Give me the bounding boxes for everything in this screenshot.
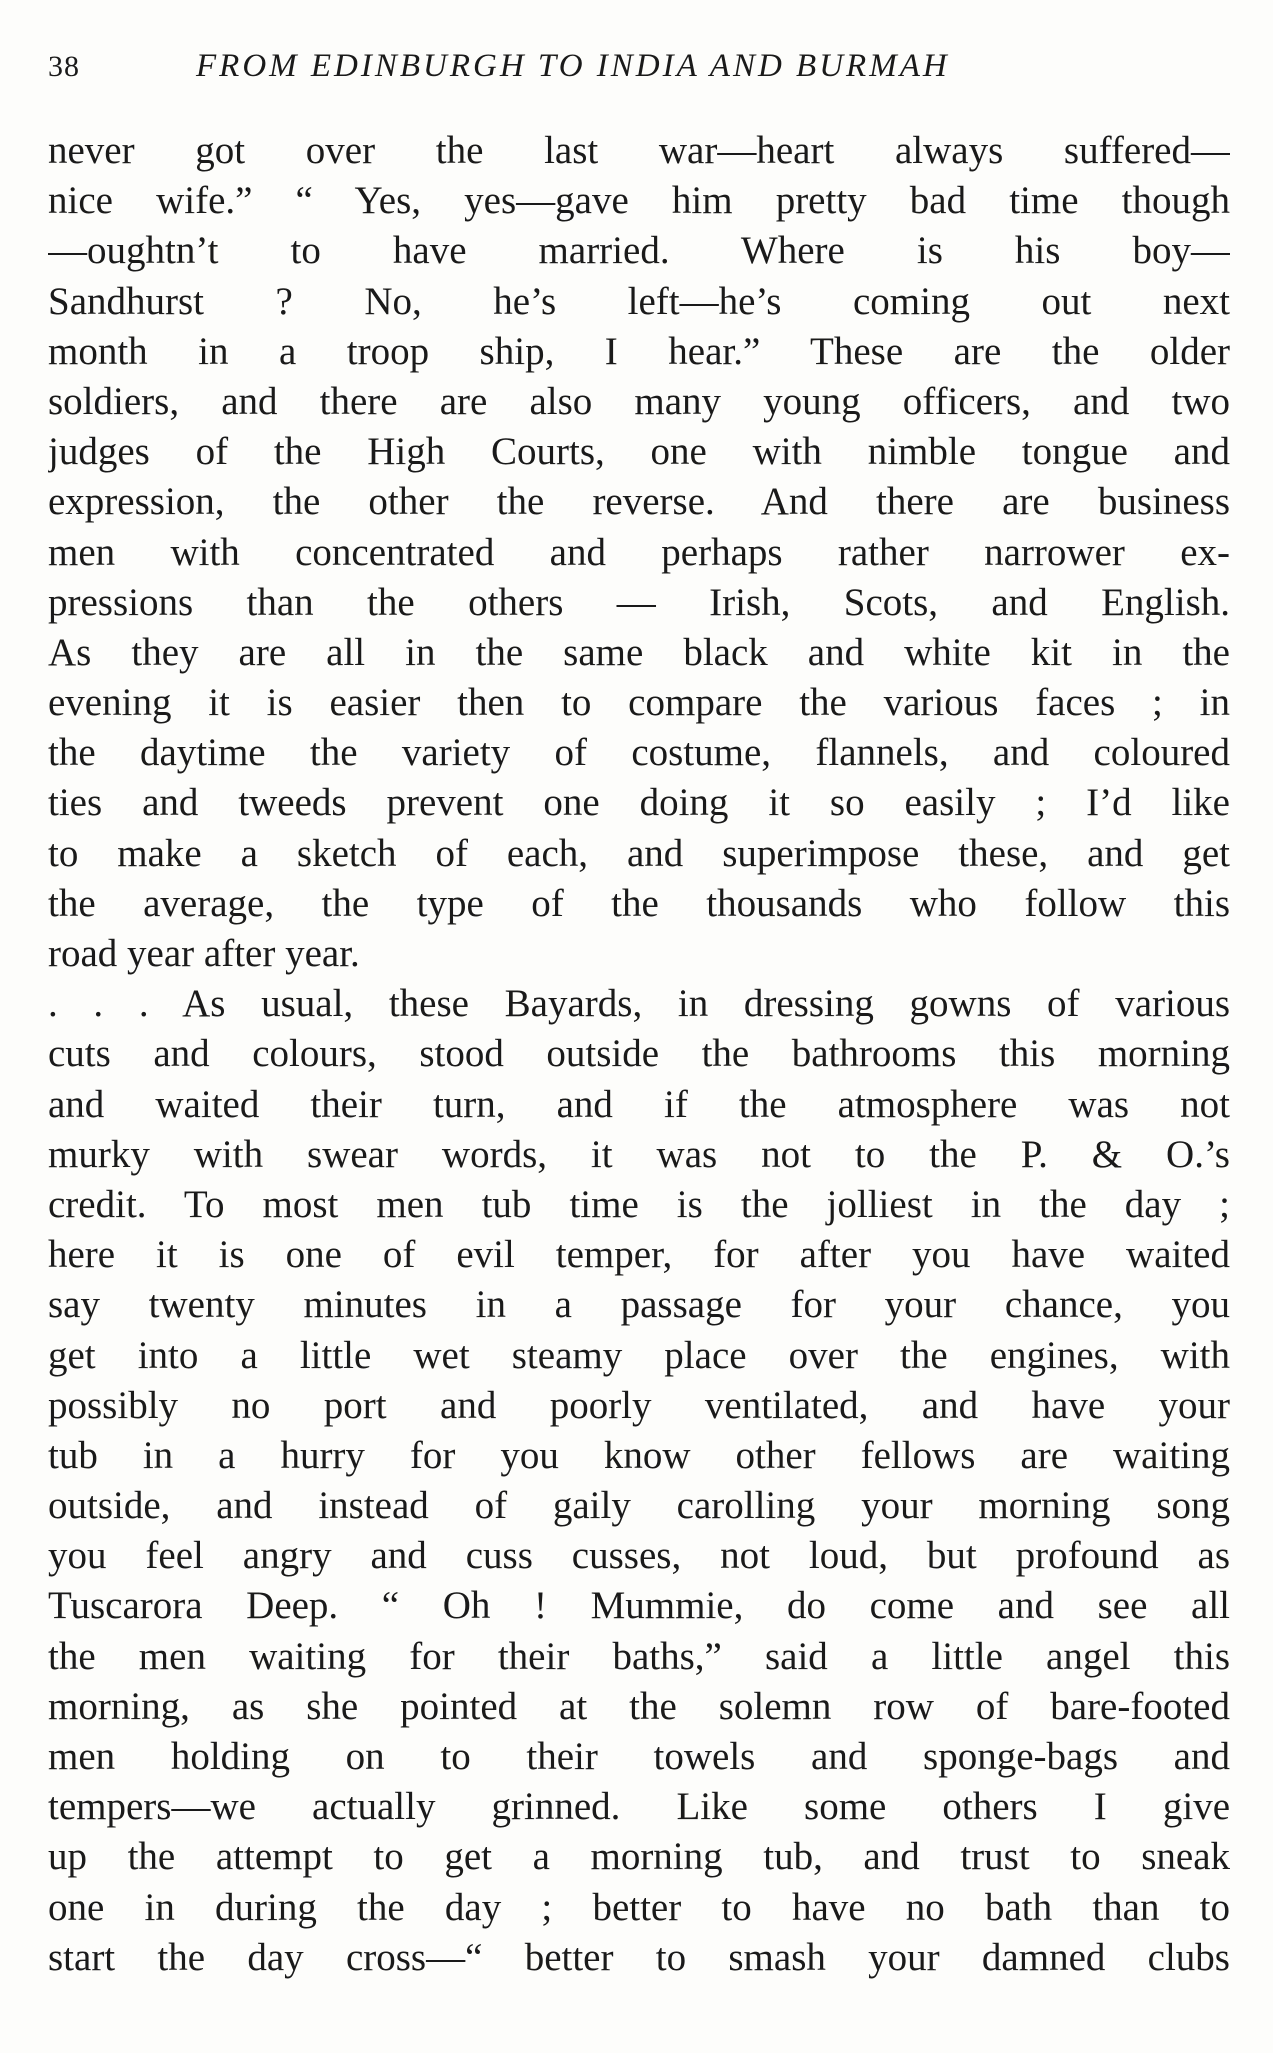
text-line: never got over the last war—heart always suffered— xyxy=(48,129,1230,172)
text-line: pressions than the others — Irish, Scots, and English. xyxy=(48,580,1230,624)
text-line: here it is one of evil temper, for after you have waited xyxy=(48,1233,1230,1277)
text-line: Sandhurst ? No, he’s left—he’s coming out next xyxy=(48,279,1230,323)
text-line: morning, as she pointed at the solemn row of bare-footed xyxy=(48,1684,1230,1728)
text-line: murky with swear words, it was not to the P. & O.’s xyxy=(48,1132,1230,1176)
text-line: —oughtn’t to have married. Where is his boy— xyxy=(48,229,1230,273)
text-line: the average, the type of the thousands who follow this xyxy=(48,881,1230,925)
text-line: evening it is easier then to compare the various faces ; in xyxy=(48,681,1230,725)
text-line: say twenty minutes in a passage for your chance, you xyxy=(48,1283,1230,1327)
running-title: FROM EDINBURGH TO INDIA AND BURMAH xyxy=(196,48,950,84)
text-line: you feel angry and cuss cusses, not loud, but profound as xyxy=(48,1534,1230,1578)
text-line: tempers—we actually grinned. Like some others I give xyxy=(48,1785,1230,1829)
text-line: nice wife.” “ Yes, yes—gave him pretty bad time though xyxy=(48,179,1230,223)
text-line: expression, the other the reverse. And there are business xyxy=(48,480,1230,524)
text-line: credit. To most men tub time is the jolliest in the day ; xyxy=(48,1182,1230,1226)
text-line: month in a troop ship, I hear.” These are the older xyxy=(48,329,1230,373)
text-line: the daytime the variety of costume, flannels, and coloured xyxy=(48,731,1230,775)
text-line: get into a little wet steamy place over the engines, with xyxy=(48,1333,1230,1377)
text-line: one in during the day ; better to have no bath than to xyxy=(48,1885,1230,1929)
text-line: tub in a hurry for you know other fellows are waiting xyxy=(48,1433,1230,1477)
text-line: men holding on to their towels and sponge-bags and xyxy=(48,1735,1230,1778)
text-line: ties and tweeds prevent one doing it so easily ; I’d like xyxy=(48,781,1230,825)
page-number: 38 xyxy=(48,50,80,83)
body-text xyxy=(48,126,1230,1983)
text-line: . . . As usual, these Bayards, in dressing gowns of various xyxy=(48,982,1230,1026)
text-line: and waited their turn, and if the atmosphere was not xyxy=(48,1082,1230,1126)
text-line: up the attempt to get a morning tub, and trust to sneak xyxy=(48,1835,1230,1879)
text-line: Tuscarora Deep. “ Oh ! Mummie, do come and see all xyxy=(48,1584,1230,1628)
text-line: possibly no port and poorly ventilated, and have your xyxy=(48,1383,1230,1427)
text-line: As they are all in the same black and white kit in the xyxy=(48,630,1230,674)
text-line: the men waiting for their baths,” said a little angel this xyxy=(48,1634,1230,1678)
running-head xyxy=(48,44,1228,94)
text-line: judges of the High Courts, one with nimble tongue and xyxy=(48,430,1230,474)
text-line: start the day cross—“ better to smash your damned clubs xyxy=(48,1935,1230,1979)
paragraph-end-line: road year after year. xyxy=(48,932,360,975)
text-line: cuts and colours, stood outside the bathrooms this morning xyxy=(48,1032,1230,1076)
text-line: men with concentrated and perhaps rather narrower ex- xyxy=(48,530,1230,574)
text-line: soldiers, and there are also many young officers, and two xyxy=(48,379,1230,423)
text-line: to make a sketch of each, and superimpose these, and get xyxy=(48,831,1230,875)
text-line: outside, and instead of gaily carolling your morning song xyxy=(48,1484,1230,1528)
